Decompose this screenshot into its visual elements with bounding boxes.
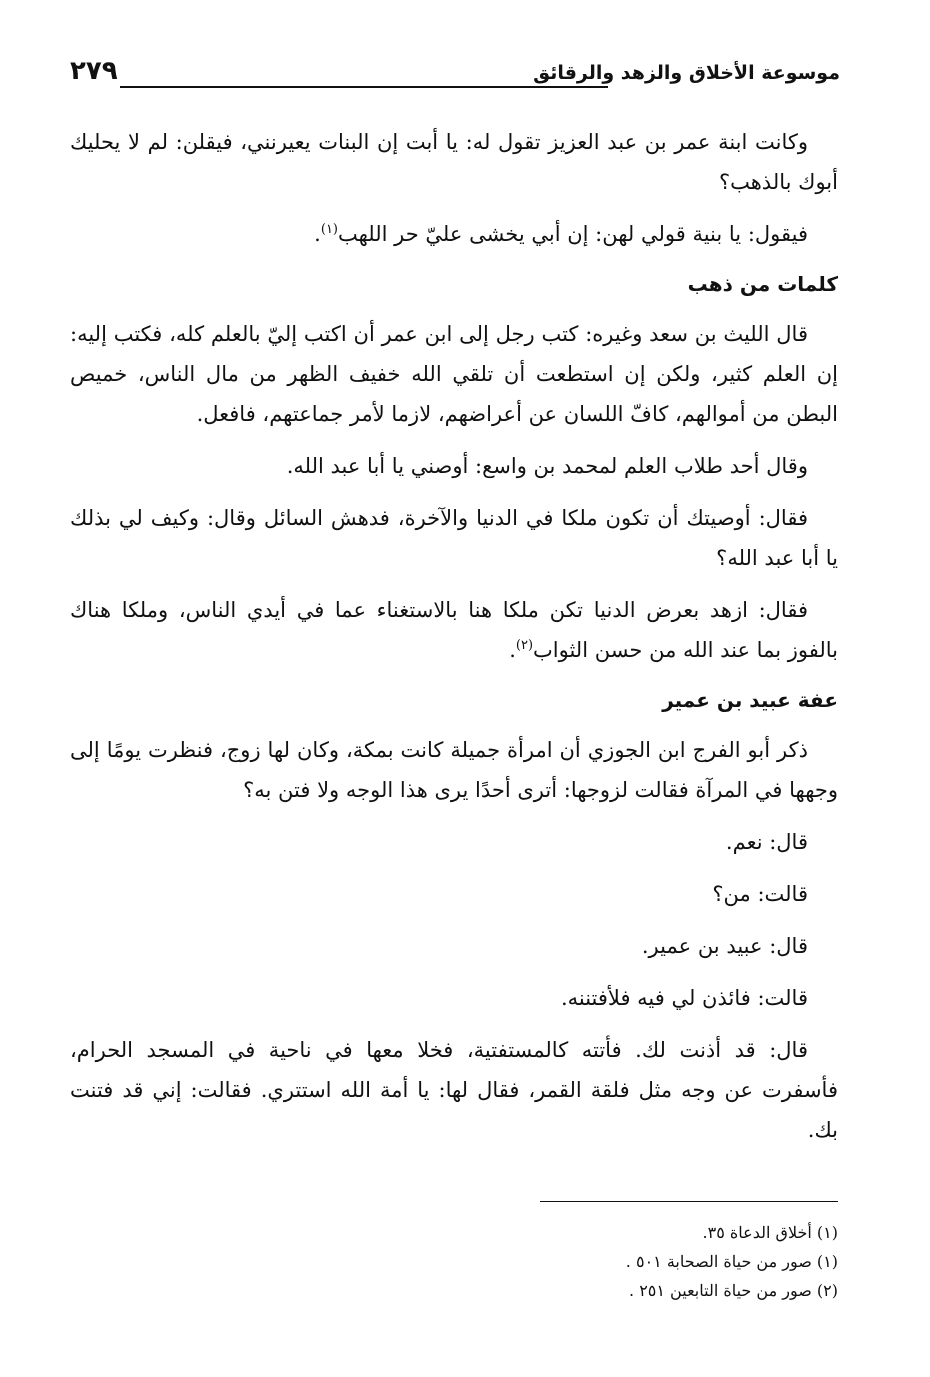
paragraph-12: قال: قد أذنت لك. فأتته كالمستفتية، فخلا معها في ناحية في المسجد الحرام، فأسفرت عن وجه مثل فلقة القمر، فقال لها: يا أمة الله استتري. فقالت: إني قد فتنت بك. <box>70 1038 838 1142</box>
footnotes <box>70 1218 838 1305</box>
dialogue-line-2: قالت: من؟ <box>712 882 808 906</box>
footnote-2: (١) صور من حياة الصحابة ٥٠١ . <box>625 1252 838 1271</box>
paragraph-6-text: فقال: ازهد بعرض الدنيا تكن ملكا هنا بالاستغناء عما في أيدي الناس، وملكا هناك بالفوز بما عند الله من حسن الثواب <box>70 598 838 662</box>
footnote-3: (٢) صور من حياة التابعين ٢٥١ . <box>629 1281 838 1300</box>
dialogue-line-4: قالت: فائذن لي فيه فلأفتننه. <box>560 986 808 1010</box>
running-title: موسوعة الأخلاق والزهد والرقائق <box>533 62 840 84</box>
paragraph-2-end: . <box>314 222 321 246</box>
paragraph-3: قال الليث بن سعد وغيره: كتب رجل إلى ابن عمر أن اكتب إليّ بالعلم كله، فكتب إليه: إن العلم كثير، ولكن إن استطعت أن تلقي الله خفيف الظهر من مال الناس، خميص البطن من أموالهم، كافّ اللسان عن أعراضهم، لازما لأمر جماعتهم، فافعل. <box>70 322 838 426</box>
dialogue-line-1: قال: نعم. <box>725 830 808 854</box>
paragraph-2 <box>70 214 838 254</box>
header-rule <box>120 86 608 88</box>
section-heading-golden-words: كلمات من ذهب <box>687 272 838 296</box>
section-heading-ubayd: عفة عبيد بن عمير <box>662 688 838 712</box>
paragraph-1: وكانت ابنة عمر بن عبد العزيز تقول له: يا أبت إن البنات يعيرنني، فيقلن: لم لا يحليك أبوك بالذهب؟ <box>70 130 838 194</box>
footnote-ref-2[interactable]: (٢) <box>515 638 534 653</box>
footnote-ref-1[interactable]: (١) <box>320 222 338 237</box>
page-header <box>70 52 840 92</box>
paragraph-7: ذكر أبو الفرج ابن الجوزي أن امرأة جميلة كانت بمكة، وكان لها زوج، فنظرت يومًا إلى وجهها في المرآة فقالت لزوجها: أترى أحدًا يرى هذا الوجه ولا فتن به؟ <box>70 738 838 802</box>
footnote-1: (١) أخلاق الدعاة ٣٥. <box>702 1223 838 1242</box>
paragraph-5: فقال: أوصيتك أن تكون ملكا في الدنيا والآخرة، فدهش السائل وقال: وكيف لي بذلك يا أبا عبد الله؟ <box>70 506 838 570</box>
paragraph-4: وقال أحد طلاب العلم لمحمد بن واسع: أوصني يا أبا عبد الله. <box>286 454 808 478</box>
paragraph-6 <box>70 590 838 670</box>
page-number: ٢٧٩ <box>70 56 118 86</box>
paragraph-2-text: فيقول: يا بنية قولي لهن: إن أبي يخشى عليّ حر اللهب <box>338 222 808 246</box>
paragraph-6-end: . <box>509 638 516 662</box>
footnote-rule <box>540 1201 838 1202</box>
dialogue-line-3: قال: عبيد بن عمير. <box>641 934 808 958</box>
page-body <box>70 122 838 1162</box>
